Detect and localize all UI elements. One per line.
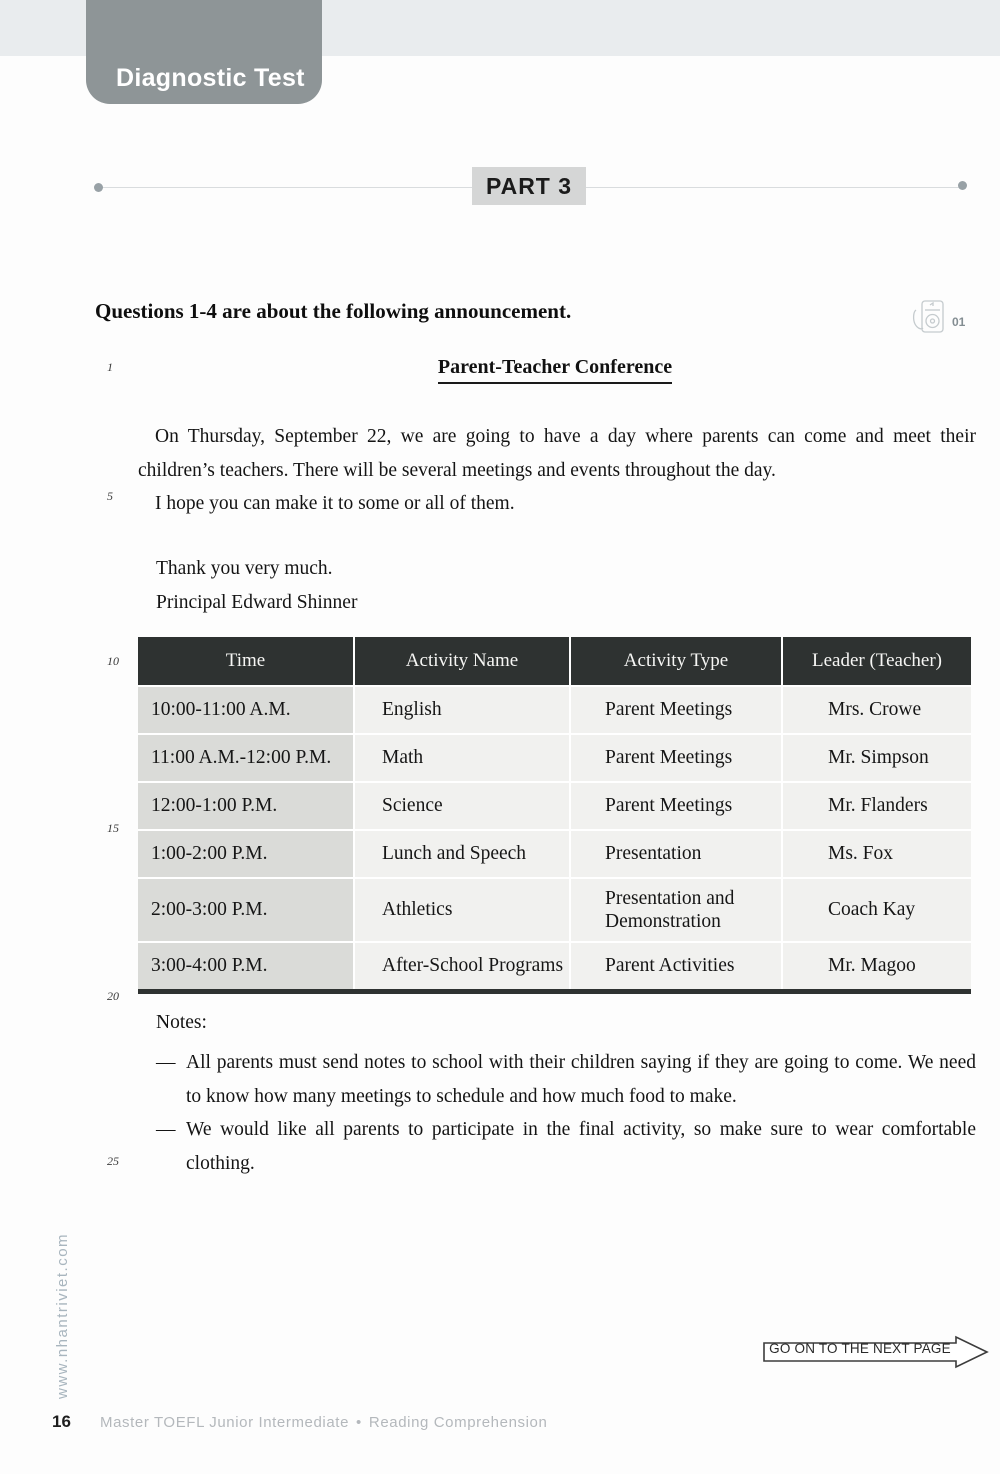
table-cell: 2:00-3:00 P.M. xyxy=(138,879,353,941)
column-header-type: Activity Type xyxy=(571,637,781,685)
table-cell: Science xyxy=(355,783,569,829)
line-number: 15 xyxy=(107,821,119,835)
line-number: 10 xyxy=(107,654,119,668)
table-cell: Athletics xyxy=(355,879,569,941)
closing-signature: Principal Edward Shinner xyxy=(156,591,358,613)
table-cell: 12:00-1:00 P.M. xyxy=(138,783,353,829)
table-cell: Mrs. Crowe xyxy=(783,687,971,733)
table-cell: Mr. Simpson xyxy=(783,735,971,781)
diagnostic-test-tab xyxy=(86,0,322,104)
part-heading: PART 3 xyxy=(472,167,586,205)
note-dash-marker: — xyxy=(156,1119,176,1140)
table-cell: Lunch and Speech xyxy=(355,831,569,877)
publisher-website: www.nhantriviet.com xyxy=(54,1232,71,1399)
table-cell: Parent Activities xyxy=(571,943,781,989)
closing-thanks: Thank you very much. xyxy=(156,558,333,579)
table-cell: 10:00-11:00 A.M. xyxy=(138,687,353,733)
note-item xyxy=(156,1113,976,1180)
audio-track-number: 01 xyxy=(952,315,966,329)
table-cell: Parent Meetings xyxy=(571,735,781,781)
divider-dot-left xyxy=(94,183,103,192)
column-header-time: Time xyxy=(138,637,353,685)
table-cell: English xyxy=(355,687,569,733)
table-cell: Coach Kay xyxy=(783,879,971,941)
table-cell: Ms. Fox xyxy=(783,831,971,877)
table-cell: Presentation and Demonstration xyxy=(571,879,781,941)
footer-separator: • xyxy=(356,1414,362,1431)
line-number: 25 xyxy=(107,1154,119,1168)
table-cell: Mr. Magoo xyxy=(783,943,971,989)
announcement-closing xyxy=(156,552,357,619)
note-text: We would like all parents to participate in the final activity, so make sure to wear comfortable clothing. xyxy=(186,1119,976,1174)
book-title: Master TOEFL Junior Intermediate xyxy=(100,1414,350,1431)
announcement-paragraph: On Thursday, September 22, we are going to have a day where parents can come and meet their children’s teachers. There will be several meetings and events throughout the day. xyxy=(138,426,976,481)
column-header-name: Activity Name xyxy=(355,637,569,685)
table-cell: Math xyxy=(355,735,569,781)
table-cell: Presentation xyxy=(571,831,781,877)
note-text: All parents must send notes to school with their children saying if they are going to come. We need to know how many meetings to schedule and how much food to make. xyxy=(186,1052,976,1107)
footer-running-title xyxy=(100,1414,547,1431)
schedule-table xyxy=(138,637,971,994)
announcement-paragraph: I hope you can make it to some or all of them. xyxy=(155,493,515,514)
page-number: 16 xyxy=(52,1412,71,1431)
divider-dot-right xyxy=(958,181,967,190)
note-dash-marker: — xyxy=(156,1052,176,1073)
diagnostic-test-label: Diagnostic Test xyxy=(116,64,305,92)
notes-label: Notes: xyxy=(156,1012,207,1033)
table-cell: Parent Meetings xyxy=(571,687,781,733)
line-number: 1 xyxy=(107,360,113,374)
questions-heading: Questions 1-4 are about the following announcement. xyxy=(95,299,572,323)
notes-list xyxy=(156,1046,976,1180)
table-cell: 11:00 A.M.-12:00 P.M. xyxy=(138,735,353,781)
announcement-title-row xyxy=(138,356,972,384)
column-header-leader: Leader (Teacher) xyxy=(783,637,971,685)
announcement-title: Parent-Teacher Conference xyxy=(438,356,672,384)
next-page-label: GO ON TO THE NEXT PAGE xyxy=(769,1341,951,1356)
table-cell: 1:00-2:00 P.M. xyxy=(138,831,353,877)
line-number: 20 xyxy=(107,989,119,1003)
line-number: 5 xyxy=(107,489,113,503)
table-cell: Mr. Flanders xyxy=(783,783,971,829)
section-title: Reading Comprehension xyxy=(368,1414,548,1431)
table-cell: After-School Programs xyxy=(355,943,569,989)
audio-player-icon xyxy=(912,296,950,343)
note-item xyxy=(156,1046,976,1113)
table-cell: 3:00-4:00 P.M. xyxy=(138,943,353,989)
table-cell: Parent Meetings xyxy=(571,783,781,829)
